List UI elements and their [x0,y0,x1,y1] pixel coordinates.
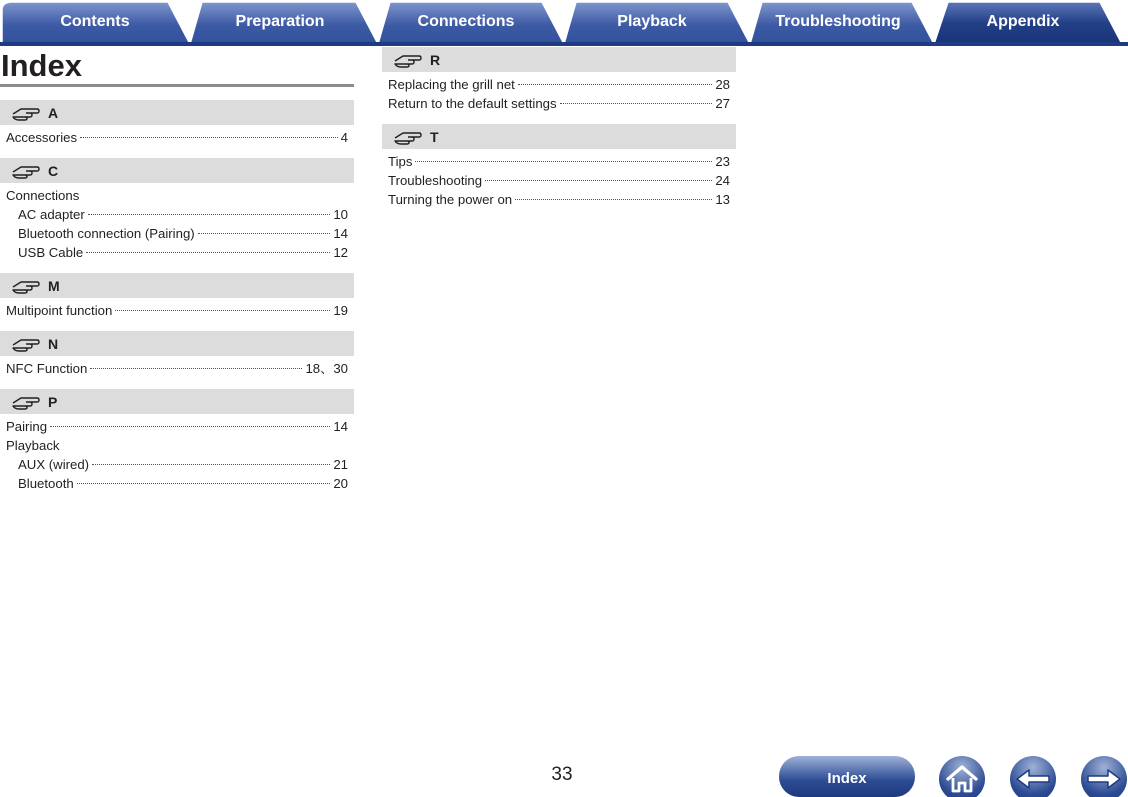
forward-arrow-icon [1086,768,1122,790]
entry-page: 21 [333,457,348,472]
index-entry[interactable] [382,75,736,94]
index-column-left [0,100,354,504]
entries-c [0,183,354,273]
index-entry[interactable] [0,243,354,262]
entry-page: 10 [333,207,348,222]
leader-dots [92,464,330,465]
index-entry[interactable] [382,171,736,190]
entries-n [0,356,354,389]
entry-label: Bluetooth connection (Pairing) [18,226,195,241]
page-number: 33 [551,764,573,785]
leader-dots [86,252,330,253]
index-entry[interactable] [382,94,736,113]
leader-dots [115,310,330,311]
index-entry[interactable] [0,417,354,436]
entry-heading: Playback [6,438,60,453]
entry-page: 19 [333,303,348,318]
leader-dots [518,84,713,85]
entry-label: Pairing [6,419,48,434]
back-button[interactable] [1010,756,1056,797]
entry-page: 18、30 [305,361,348,376]
entry-page: 4 [340,130,348,145]
tab-connections[interactable]: Connections [417,13,515,30]
letter-label: T [430,128,439,145]
letter-label: R [430,51,441,68]
entry-label: Replacing the grill net [388,77,515,92]
letter-label: A [48,104,59,121]
home-icon [945,764,979,794]
leader-dots [80,137,338,138]
index-button[interactable]: Index [779,756,915,797]
entry-label: Multipoint function [6,303,113,318]
letter-label: M [48,277,60,294]
leader-dots [90,368,302,369]
letter-bar-c [0,158,354,183]
tab-preparation[interactable]: Preparation [235,13,325,30]
entry-page: 23 [715,154,730,169]
leader-dots [415,161,712,162]
entry-page: 12 [333,245,348,260]
letter-bar-r [382,47,736,72]
pointing-hand-icon [12,105,40,121]
tab-playback[interactable]: Playback [617,13,687,30]
entry-label: Troubleshooting [388,173,483,188]
pointing-hand-icon [12,163,40,179]
index-entry[interactable] [0,455,354,474]
leader-dots [198,233,331,234]
pointing-hand-icon [12,278,40,294]
entry-label: Bluetooth [18,476,74,491]
entry-page: 24 [715,173,730,188]
entries-p [0,414,354,504]
tab-troubleshooting[interactable]: Troubleshooting [775,13,901,30]
leader-dots [88,214,331,215]
leader-dots [50,426,330,427]
index-entry[interactable] [382,152,736,171]
letter-label: P [48,393,58,410]
entry-page: 13 [715,192,730,207]
index-entry[interactable] [382,190,736,209]
title-divider [0,84,354,87]
pointing-hand-icon [394,129,422,145]
entries-a [0,125,354,158]
index-entry[interactable] [0,205,354,224]
letter-label: N [48,335,59,352]
entry-label: Accessories [6,130,78,145]
forward-button[interactable] [1081,756,1127,797]
entries-r [382,72,736,124]
entry-label: AUX (wired) [18,457,90,472]
index-entry[interactable] [0,359,354,378]
letter-bar-m [0,273,354,298]
entries-m [0,298,354,331]
letter-bar-a [0,100,354,125]
entry-page: 27 [715,96,730,111]
index-entry[interactable] [0,301,354,320]
letter-label: C [48,162,59,179]
entry-label: NFC Function [6,361,88,376]
index-entry[interactable] [0,224,354,243]
leader-dots [485,180,712,181]
entry-page: 14 [333,419,348,434]
leader-dots [77,483,331,484]
leader-dots [560,103,713,104]
entry-label: USB Cable [18,245,84,260]
leader-dots [515,199,712,200]
tab-appendix[interactable]: Appendix [986,13,1060,30]
index-column-right [382,47,736,220]
entry-page: 28 [715,77,730,92]
pointing-hand-icon [12,394,40,410]
entry-label: Turning the power on [388,192,513,207]
entry-label: AC adapter [18,207,85,222]
entry-label: Return to the default settings [388,96,557,111]
entry-page: 20 [333,476,348,491]
page-title: Index [1,48,82,83]
tab-bar [0,0,1128,46]
index-entry[interactable] [0,128,354,147]
letter-bar-n [0,331,354,356]
pointing-hand-icon [12,336,40,352]
pointing-hand-icon [394,52,422,68]
letter-bar-p [0,389,354,414]
entry-heading: Connections [6,188,80,203]
entry-label: Tips [388,154,413,169]
entries-t [382,149,736,220]
entry-page: 14 [333,226,348,241]
tab-contents[interactable]: Contents [60,13,130,30]
index-entry[interactable] [0,474,354,493]
letter-bar-t [382,124,736,149]
back-arrow-icon [1015,768,1051,790]
home-button[interactable] [939,756,985,797]
